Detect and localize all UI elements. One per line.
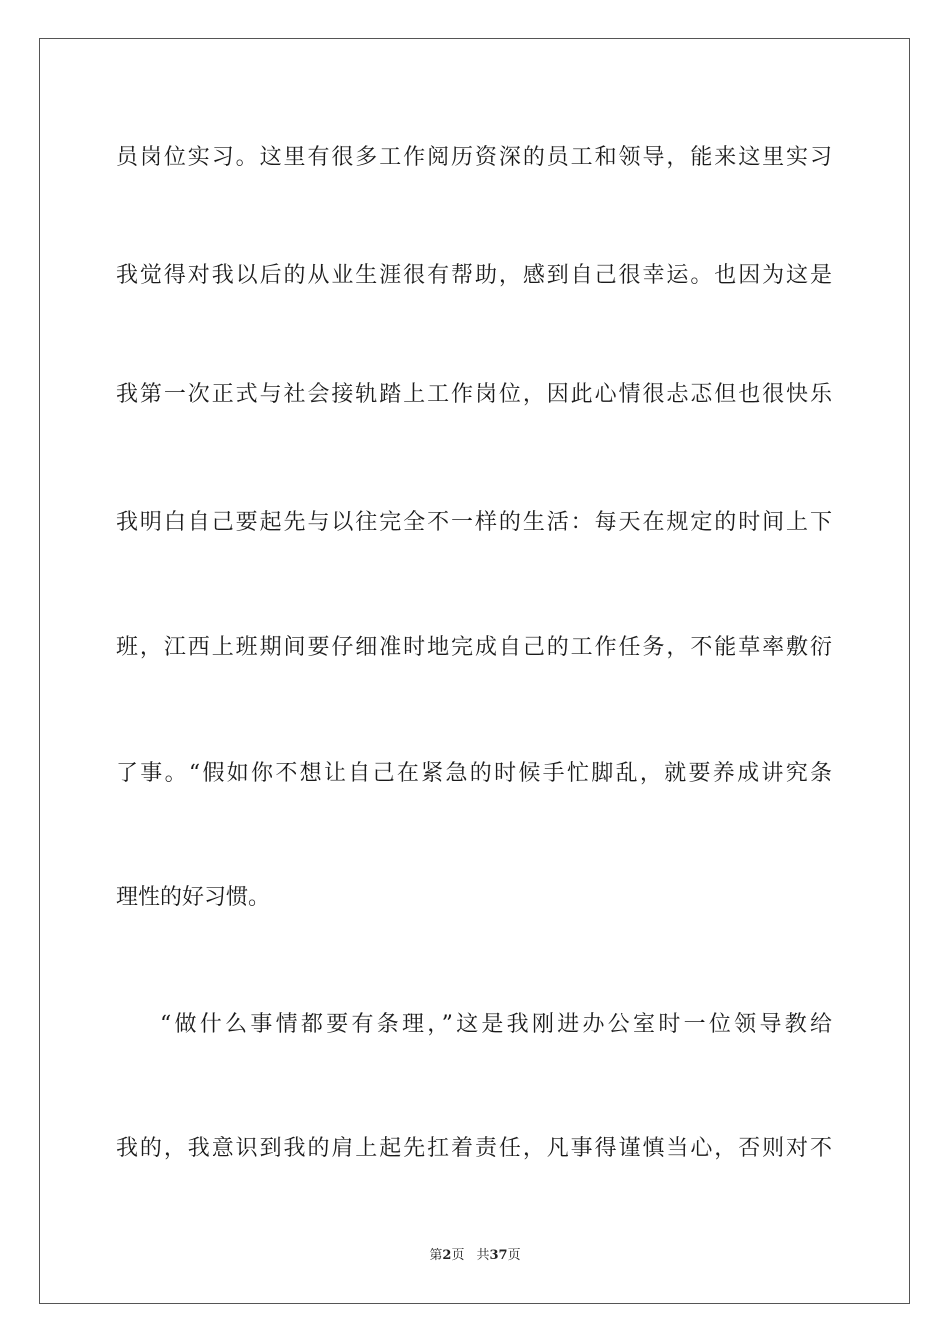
body-line-9: 我的，我意识到我的肩上起先扛着责任，凡事得谨慎当心，否则对不 [116, 1136, 832, 1161]
footer-page-suffix: 页 [451, 1248, 465, 1263]
page-footer [0, 1247, 950, 1265]
footer-page-prefix: 第 [429, 1248, 443, 1263]
body-line-4: 我明白自己要起先与以往完全不一样的生活：每天在规定的时间上下 [116, 510, 832, 535]
body-line-8: “做什么事情都要有条理，”这是我刚进办公室时一位领导教给 [160, 1012, 832, 1037]
footer-total-pages: 37 [489, 1248, 508, 1263]
body-line-3: 我第一次正式与社会接轨踏上工作岗位，因此心情很忐忑但也很快乐 [116, 382, 832, 407]
body-line-1: 员岗位实习。这里有很多工作阅历资深的员工和领导，能来这里实习 [116, 145, 832, 170]
footer-total-suffix: 页 [507, 1248, 521, 1263]
body-line-2: 我觉得对我以后的从业生涯很有帮助，感到自己很幸运。也因为这是 [116, 263, 832, 288]
body-line-6: 了事。“假如你不想让自己在紧急的时候手忙脚乱，就要养成讲究条 [116, 761, 832, 786]
footer-total-prefix: 共 [476, 1248, 490, 1263]
footer-page-number: 2 [442, 1248, 452, 1263]
page-frame [39, 38, 910, 1304]
body-line-5: 班，江西上班期间要仔细准时地完成自己的工作任务，不能草率敷衍 [116, 635, 832, 660]
body-line-7: 理性的好习惯。 [116, 885, 271, 910]
